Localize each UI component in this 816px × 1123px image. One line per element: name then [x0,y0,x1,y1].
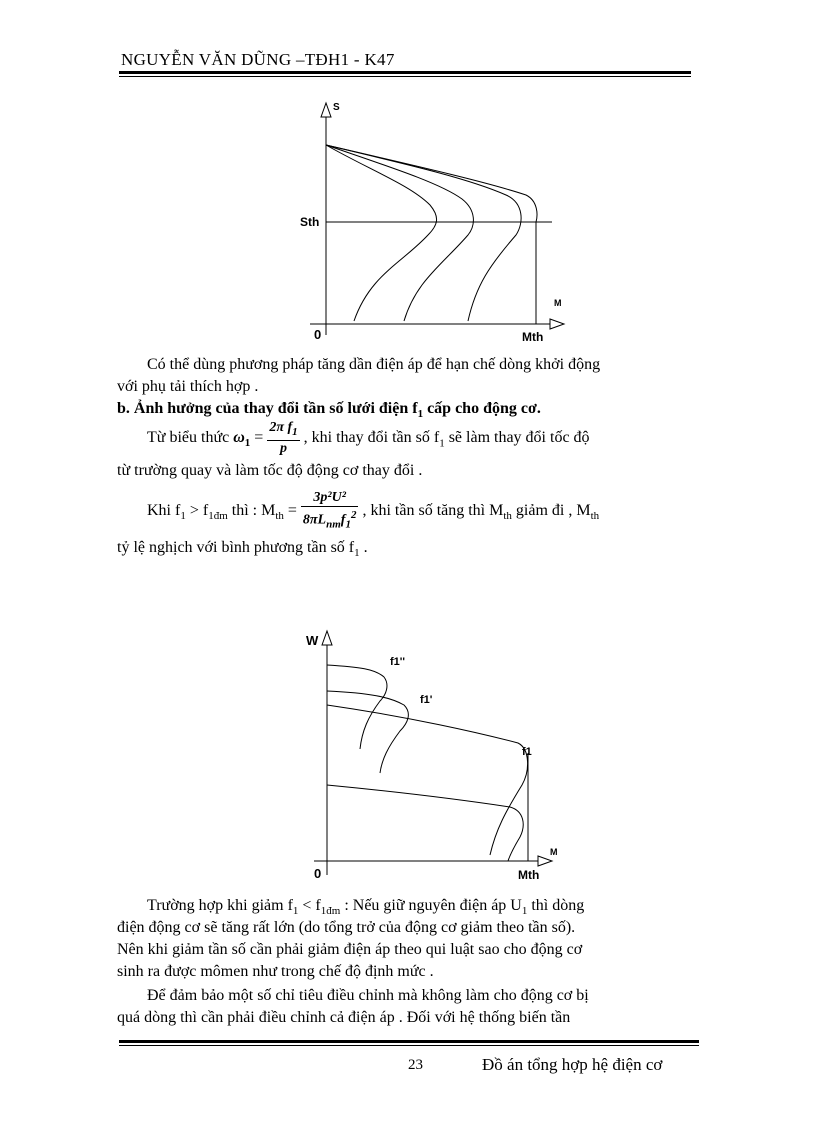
omega-formula [267,420,299,457]
p2-pre: Từ biểu thức [147,429,230,447]
fig1-x-label: M [554,298,562,308]
p3-a-sub: 1 [180,510,186,523]
fig1-y-label: S [333,102,340,113]
footer-title: Đồ án tổng hợp hệ điện cơ [482,1055,663,1074]
paragraph-1-line-1: Có thể dùng phương pháp tăng dần điện áp để hạn chế dòng khởi động [147,356,601,373]
figure-speed-torque-frequency [300,625,570,887]
fig2-curve-f1-prime [327,705,528,855]
p3-c: thì : M [227,501,276,519]
p3-b: > f [185,501,209,519]
paragraph-3-line-2 [117,537,368,564]
paragraph-2-line-1 [147,420,590,461]
p3-den-a: 8πL [302,512,327,528]
p3-den-sub2: 1 [345,518,351,531]
p4-l1-sub2: 1đm [320,905,341,918]
p2-num-sub: 1 [292,425,298,438]
p2-omega: ω [233,429,245,447]
p3-den-b: f [340,512,346,528]
fig1-curve-2 [326,145,473,321]
footer-rule-thin [119,1045,699,1046]
fig1-curve-1 [326,145,437,321]
paragraph-1-line-2: với phụ tải thích hợp . [117,378,259,395]
paragraph-5-line-2: quá dòng thì cần phải điều chỉnh cả điện áp . Đối với hệ thống biến tần [117,1009,571,1026]
p4-l1-c: : Nếu giữ nguyên điện áp U [340,897,522,914]
fig1-y-arrow [321,103,331,117]
header-rule-thick [119,71,691,74]
p3-c-sub: th [275,510,284,523]
fig2-curve2-label: f1' [420,694,433,706]
heading-b-sub: 1 [417,408,424,421]
fig1-mth-label: Mth [522,330,544,344]
footer-rule-thick [119,1040,699,1043]
p2-omega-sub: 1 [244,437,251,450]
heading-b-pre: b. Ảnh hưởng của thay đổi tần số lưới điện f [117,400,418,417]
fig1-x-arrow [550,319,564,329]
p4-l1-b: < f [298,897,321,914]
fig2-y-label: W [306,633,319,648]
paragraph-3-line-1 [147,490,599,536]
p4-l1-d: thì dòng [527,897,585,914]
paragraph-2-line-2: từ trường quay và làm tốc độ động cơ thay đổi . [117,462,423,479]
page-number: 23 [408,1057,423,1073]
p4-l1-sub: 1 [292,905,299,918]
header-title: NGUYỄN VĂN DŨNG –TĐH1 - K47 [121,50,395,69]
fig2-y-arrow [322,631,332,645]
p2-post-a: , khi thay đổi tần số f [303,429,440,447]
paragraph-4-line-2: điện động cơ sẽ tăng rất lớn (do tổng trở của động cơ giảm theo tần số). [117,919,576,936]
paragraph-5-line-1: Để đảm bảo một số chỉ tiêu điều chỉnh mà không làm cho động cơ bị [147,987,589,1004]
p2-num: 2π f [269,420,293,435]
fig2-origin-label: 0 [314,866,322,881]
p4-l1-sub3: 1 [521,905,528,918]
p3-line2-sub: 1 [354,547,360,560]
mth-formula [301,490,359,532]
header-rule-thin [119,76,691,77]
p3-eq: = [283,501,297,519]
paragraph-4-line-3: Nên khi giảm tần số cần phải giảm điện áp theo qui luật sao cho động cơ [117,941,583,958]
p2-eq: = [254,429,264,447]
figure-slip-torque [290,95,580,350]
p3-e-sub: th [590,510,600,523]
fig2-curve1-label: f1'' [390,656,406,668]
fig1-origin-label: 0 [314,327,322,342]
fig1-curve-4 [326,145,537,222]
fig1-sth-label: Sth [300,215,320,229]
fig2-x-label: M [550,847,558,857]
p2-post-b: sẽ làm thay đổi tốc độ [444,429,590,447]
heading-b-post: cấp cho động cơ. [423,400,541,417]
fig2-curve-f1 [327,785,523,861]
p3-d-sub: th [503,510,512,523]
p3-line2-b: . [359,539,368,556]
p3-den-sup: 2 [350,509,357,521]
fig2-curve-f1-double-prime-lower [327,691,408,773]
p3-line2-a: tỷ lệ nghịch với bình phương tần số f [117,539,355,556]
p2-post-sub: 1 [439,437,445,450]
fig2-curve-f1-double-prime [327,665,387,749]
p3-d: , khi tần số tăng thì M [362,501,504,519]
fig2-curve3-label: f1 [522,746,532,758]
paragraph-4-line-4: sinh ra được mômen như trong chế độ định mức . [117,963,434,980]
p3-a: Khi f [147,501,181,519]
p3-num: 3p²U² [301,490,359,507]
fig2-x-arrow [538,856,552,866]
fig2-mth-label: Mth [518,868,540,882]
p2-den: p [279,440,287,456]
p3-b-sub: 1đm [208,510,228,523]
p3-den-sub: nm [326,518,341,531]
fig1-curve-3 [326,145,521,321]
p3-e: giảm đi , M [511,501,591,519]
p4-l1-a: Trường hợp khi giảm f [147,897,293,914]
